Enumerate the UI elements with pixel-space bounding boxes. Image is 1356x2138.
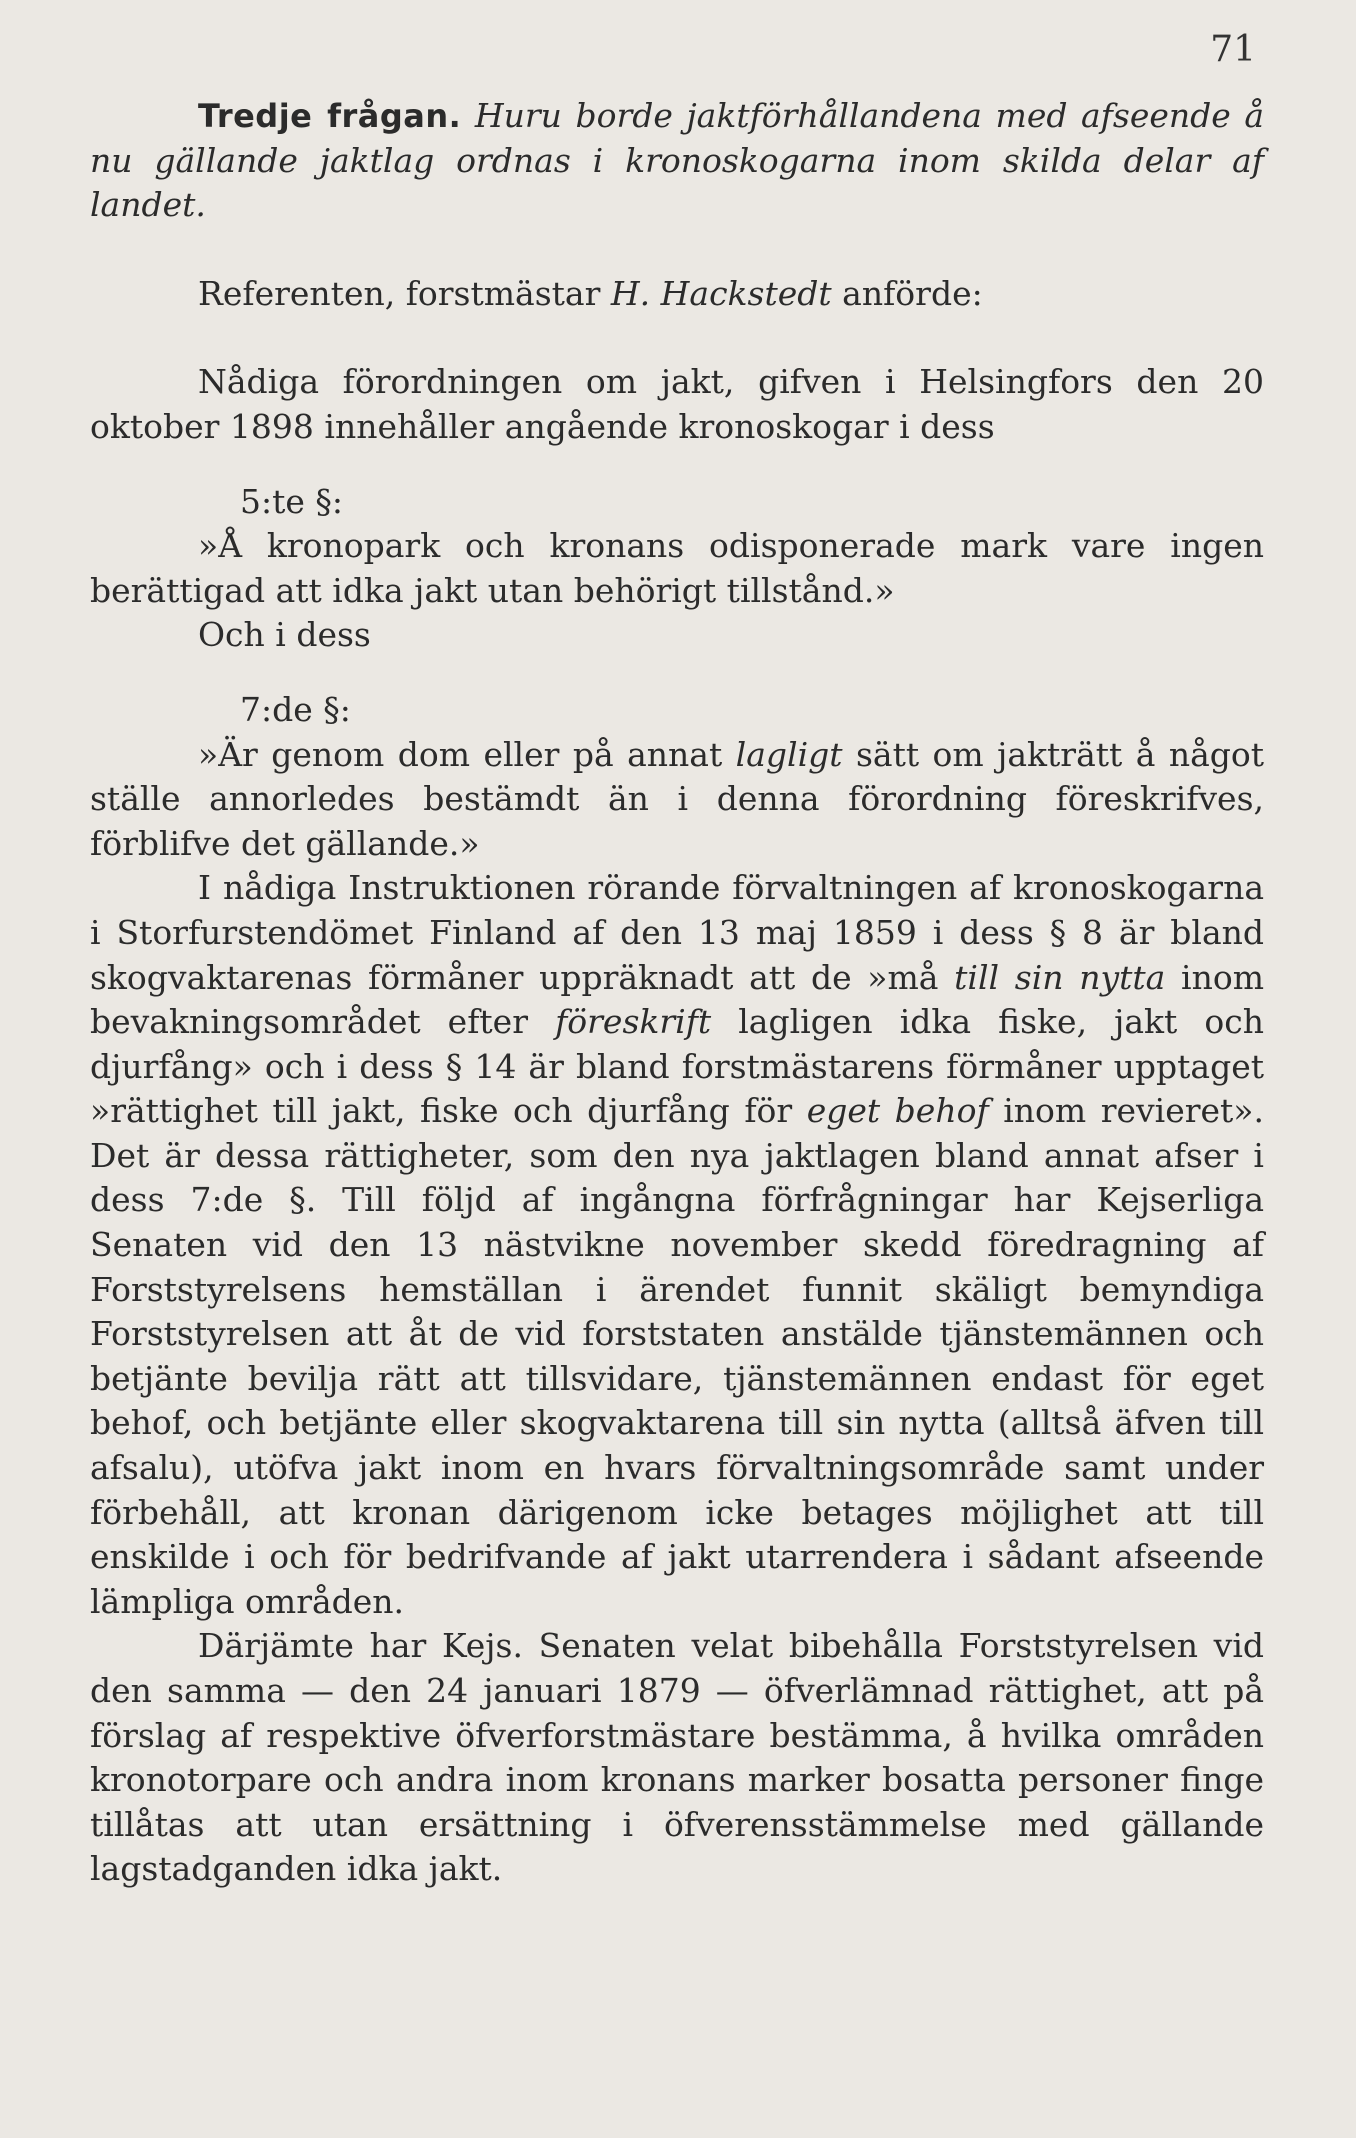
senate-paragraph: Därjämte har Kejs. Senaten velat bibehålla Forststyrelsen vid den samma — den 24 januari 1879 — öfverlämnad rättighet, att på förslag af respektive öfverforstmästare bestämma, å hvilka områden kronotorpare och andra inom kronans marker bosatta personer finge tillåtas att utan ersättning i öfverensstämmelse med gällande lagstadganden idka jakt. — [90, 1626, 1264, 1889]
section-7-heading: 7:de §: — [240, 689, 351, 729]
instruction-paragraph: I nådiga Instruktionen rörande förvaltningen af kronoskogarna i Storfurstendömet Finland af den 13 maj 1859 i dess § 8 är bland skogvaktarenas förmåner uppräknadt att de »må till sin nytta inom bevakningsområdet efter föreskrift lagligen idka fiske, jakt och djurfång» och i dess § 14 är bland forstmästarens förmåner upptaget »rättighet till jakt, fiske och djurfång för eget behof inom revieret». Det är dessa rättigheter, som den nya jaktlagen bland annat afser i dess 7:de §. Till följd af ingångna förfrågningar har Kejserliga Senaten vid den 13 nästvikne november skedd föredragning af Forststyrelsens hemställan i ärendet funnit skäligt bemyndiga Forststyrelsen att åt de vid forststaten anstälde tjänstemännen och betjänte bevilja rätt att tillsvidare, tjänstemännen endast för eget behof, och betjänte eller skogvaktarena till sin nytta (alltså äfven till afsalu), utöfva jakt inom en hvars förvaltningsområde samt under förbehåll, att kronan därigenom icke betages möjlighet att till enskilde i och för bedrifvande af jakt utarrendera i sådant afseende lämpliga områden. — [90, 868, 1264, 1621]
question-text: Huru borde jaktförhållandena med afseende å nu gällande jaktlag ordnas i kronoskogarna inom skilda delar af landet. — [90, 96, 1265, 225]
intro-paragraph: Nådiga förordningen om jakt, gifven i Helsingfors den 20 oktober 1898 innehåller angående kronoskogar i dess — [90, 362, 1264, 446]
referent-line — [90, 272, 1264, 317]
section-5-quote: »Å kronopark och kronans odisponerade mark vare ingen berättigad att idka jakt utan behörigt tillstånd.» — [90, 526, 1264, 610]
section-5-followup: Och i dess — [198, 615, 371, 655]
referent-name: H. Hackstedt — [610, 273, 832, 313]
question-label: Tredje frågan. — [198, 97, 462, 135]
page-number: 71 — [1210, 29, 1256, 70]
section-5-heading: 5:te §: — [240, 481, 344, 521]
question-heading — [90, 94, 1264, 228]
referent-suffix: anförde: — [831, 273, 983, 313]
referent-prefix: Referenten, forstmästar — [198, 273, 611, 313]
section-7-quote: »Är genom dom eller på annat lagligt sätt om jakträtt å något ställe annorledes bestämdt än i denna förordning föreskrifves, förblifve det gällande.» — [90, 734, 1264, 863]
